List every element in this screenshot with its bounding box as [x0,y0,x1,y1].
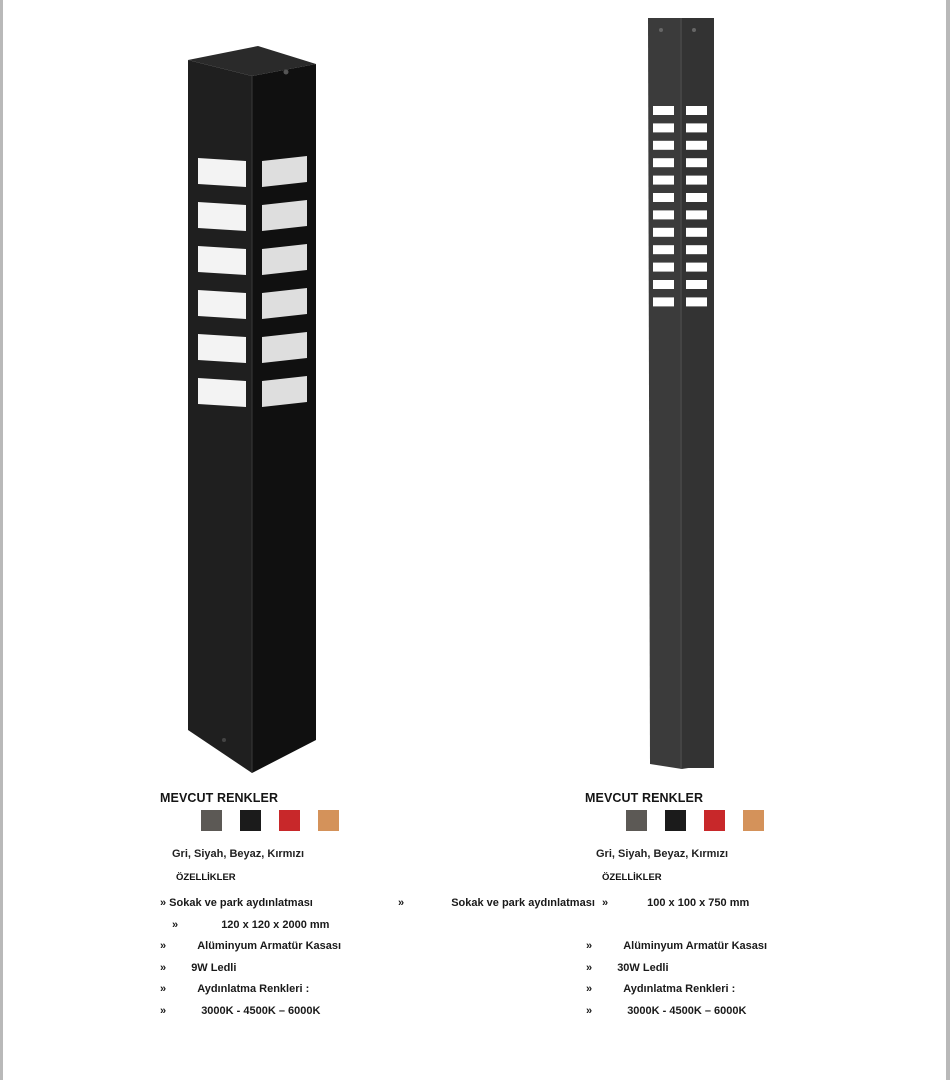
light-slat [686,158,707,167]
bullet-icon: » [160,940,167,952]
light-slat [198,290,246,319]
housing-row-left [160,940,341,952]
light-slat [686,228,707,237]
light-slat [198,334,246,363]
light-slat [686,210,707,219]
power-left: 9W Ledli [191,962,237,974]
light-slat [686,263,707,272]
light-slat [686,176,707,185]
light-slat [686,141,707,150]
light-slat [198,202,246,231]
light-slat [686,280,707,289]
page-edge-left [0,0,3,1080]
kelvin-row-left [160,1005,320,1017]
light-slat [686,297,707,306]
light-slat [262,288,307,319]
bullet-icon: » [586,962,593,974]
bullet-icon: » [586,1005,593,1017]
power-row-right [586,962,669,974]
bullet-icon: » [172,919,179,931]
page-edge-right [946,0,950,1080]
red-swatch [279,810,300,831]
pole-light-right-image [640,14,722,774]
features-title-right: ÖZELLİKLER [602,872,662,883]
light-slat [653,123,674,132]
lighting-colors-left: Aydınlatma Renkleri : [197,983,310,995]
light-slat [653,193,674,202]
light-slat [653,297,674,306]
kelvin-right: 3000K - 4500K – 6000K [627,1005,747,1017]
usage-left: » Sokak ve park aydınlatması [160,897,313,909]
features-title-left: ÖZELLİKLER [176,872,236,883]
light-slat [198,246,246,275]
bullet-icon: » [586,940,593,952]
housing-left: Alüminyum Armatür Kasası [197,940,342,952]
light-slat [653,141,674,150]
color-names-left: Gri, Siyah, Beyaz, Kırmızı [172,848,305,860]
light-slat [653,263,674,272]
color-swatches-right [626,810,764,831]
bullet-icon: » [160,962,167,974]
dimensions-right: 100 x 100 x 750 mm [647,897,750,909]
lighting-colors-right: Aydınlatma Renkleri : [623,983,736,995]
usage-row-right [398,897,749,909]
light-slat [653,245,674,254]
light-slat [262,156,307,187]
kelvin-row-right [586,1005,746,1017]
lighting-colors-row-right [586,983,735,995]
available-colors-heading-left: MEVCUT RENKLER [160,791,279,805]
black-swatch [665,810,686,831]
bollard-light-left-image [180,40,325,780]
power-right: 30W Ledli [617,962,669,974]
power-row-left [160,962,236,974]
housing-row-right [586,940,767,952]
housing-right: Alüminyum Armatür Kasası [623,940,768,952]
light-slat [653,228,674,237]
dimensions-row-left [172,919,329,931]
light-slat [653,106,674,115]
light-slat [686,193,707,202]
light-slat [653,280,674,289]
light-slat [653,210,674,219]
bullet-icon: » [160,983,167,995]
usage-right: Sokak ve park aydınlatması [451,897,595,909]
bullet-icon: » [586,983,593,995]
bullet-icon: » [601,897,609,909]
light-slat [653,158,674,167]
gray-swatch [626,810,647,831]
light-slat [262,376,307,407]
bullet-icon: » [160,1005,167,1017]
light-slat [262,200,307,231]
bullet-icon: » [398,897,405,909]
copper-swatch [743,810,764,831]
color-names-right: Gri, Siyah, Beyaz, Kırmızı [596,848,729,860]
color-swatches-left [201,810,339,831]
light-slat [198,158,246,187]
light-slat [653,176,674,185]
black-swatch [240,810,261,831]
light-slat [262,244,307,275]
lighting-colors-row-left [160,983,309,995]
available-colors-heading-right: MEVCUT RENKLER [585,791,704,805]
dimensions-left: 120 x 120 x 2000 mm [221,919,330,931]
copper-swatch [318,810,339,831]
light-slat [686,245,707,254]
gray-swatch [201,810,222,831]
kelvin-left: 3000K - 4500K – 6000K [201,1005,321,1017]
red-swatch [704,810,725,831]
light-slat [262,332,307,363]
light-slat [686,123,707,132]
light-slat [198,378,246,407]
light-slat [686,106,707,115]
